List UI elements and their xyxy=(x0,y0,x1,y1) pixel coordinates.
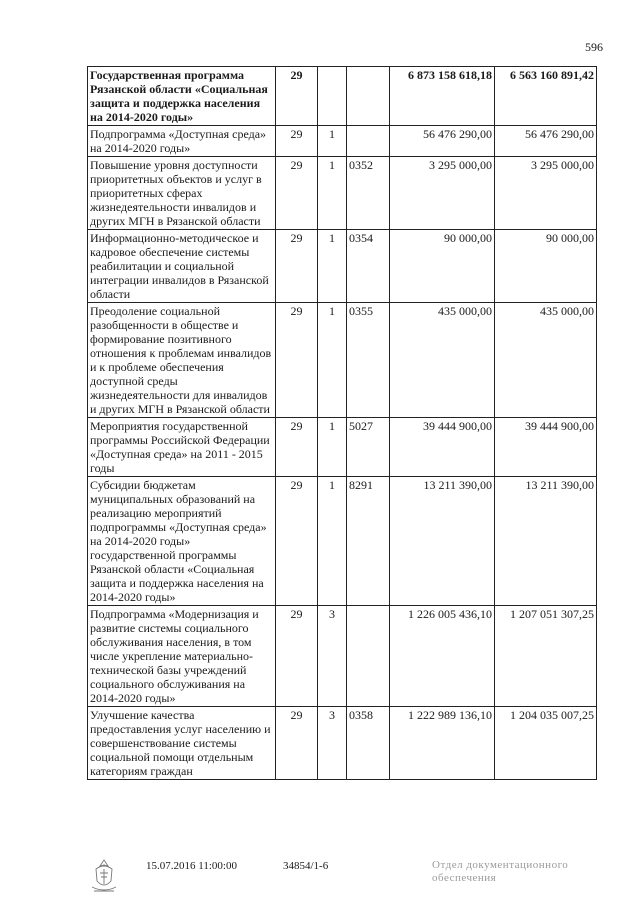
row-amount-2017-cell: 6 563 160 891,42 xyxy=(495,67,597,126)
row-target-cell: 0358 xyxy=(347,707,390,780)
table-row xyxy=(88,606,597,707)
row-code-cell: 29 xyxy=(276,418,318,477)
row-subprogram-cell: 1 xyxy=(318,477,347,606)
footer-doc-number: 34854/1-6 xyxy=(283,860,329,872)
row-subprogram-cell: 1 xyxy=(318,418,347,477)
row-name-cell: Повышение уровня доступности приоритетных объектов и услуг в приоритетных сферах жизнедеятельности инвалидов и других МГН в Рязанской области xyxy=(88,157,276,230)
row-amount-2016-cell: 1 226 005 436,10 xyxy=(390,606,495,707)
footer-department-stamp: Отдел документационного обеспечения xyxy=(432,859,569,884)
row-target-cell: 0352 xyxy=(347,157,390,230)
row-name-cell: Субсидии бюджетам муниципальных образований на реализацию мероприятий подпрограммы «Доступная среда» на 2014-2020 годы» государственной программы Рязанской области «Социальная защита и поддержка населения на 2014-2020 годы» xyxy=(88,477,276,606)
row-subprogram-cell: 3 xyxy=(318,707,347,780)
footer-datetime: 15.07.2016 11:00:00 xyxy=(146,860,237,872)
row-target-cell xyxy=(347,606,390,707)
table-row xyxy=(88,126,597,157)
row-code-cell: 29 xyxy=(276,230,318,303)
table-row xyxy=(88,303,597,418)
row-code-cell: 29 xyxy=(276,157,318,230)
row-amount-2016-cell: 90 000,00 xyxy=(390,230,495,303)
row-code-cell: 29 xyxy=(276,303,318,418)
row-subprogram-cell: 1 xyxy=(318,126,347,157)
row-amount-2017-cell: 13 211 390,00 xyxy=(495,477,597,606)
row-amount-2017-cell: 90 000,00 xyxy=(495,230,597,303)
row-name-cell: Государственная программа Рязанской области «Социальная защита и поддержка населения на 2014-2020 годы» xyxy=(88,67,276,126)
row-amount-2017-cell: 1 204 035 007,25 xyxy=(495,707,597,780)
row-target-cell: 8291 xyxy=(347,477,390,606)
row-amount-2016-cell: 3 295 000,00 xyxy=(390,157,495,230)
row-code-cell: 29 xyxy=(276,477,318,606)
row-amount-2017-cell: 3 295 000,00 xyxy=(495,157,597,230)
row-target-cell xyxy=(347,67,390,126)
page-number: 596 xyxy=(585,40,603,54)
row-subprogram-cell: 3 xyxy=(318,606,347,707)
row-code-cell: 29 xyxy=(276,67,318,126)
table-row xyxy=(88,157,597,230)
row-amount-2016-cell: 39 444 900,00 xyxy=(390,418,495,477)
table-row xyxy=(88,707,597,780)
row-amount-2016-cell: 13 211 390,00 xyxy=(390,477,495,606)
row-code-cell: 29 xyxy=(276,707,318,780)
row-name-cell: Улучшение качества предоставления услуг населению и совершенствование системы социальной помощи отдельным категориям граждан xyxy=(88,707,276,780)
row-subprogram-cell xyxy=(318,67,347,126)
row-amount-2017-cell: 56 476 290,00 xyxy=(495,126,597,157)
row-amount-2017-cell: 39 444 900,00 xyxy=(495,418,597,477)
row-name-cell: Преодоление социальной разобщенности в обществе и формирование позитивного отношения к проблемам инвалидов и к проблеме обеспечения доступной среды жизнедеятельности для инвалидов и других МГН в Рязанской области xyxy=(88,303,276,418)
row-amount-2016-cell: 56 476 290,00 xyxy=(390,126,495,157)
row-subprogram-cell: 1 xyxy=(318,157,347,230)
row-name-cell: Информационно-методическое и кадровое обеспечение системы реабилитации и социальной интеграции инвалидов в Рязанской области xyxy=(88,230,276,303)
row-code-cell: 29 xyxy=(276,606,318,707)
budget-table-body xyxy=(88,67,597,780)
row-name-cell: Подпрограмма «Модернизация и развитие системы социального обслуживания населения, в том числе укрепление материально-технической базы учреждений социального обслуживания на 2014-2020 годы» xyxy=(88,606,276,707)
row-target-cell xyxy=(347,126,390,157)
row-code-cell: 29 xyxy=(276,126,318,157)
table-row xyxy=(88,418,597,477)
budget-table xyxy=(87,66,597,780)
row-subprogram-cell: 1 xyxy=(318,230,347,303)
page-footer xyxy=(0,857,640,897)
row-name-cell: Подпрограмма «Доступная среда» на 2014-2020 годы» xyxy=(88,126,276,157)
row-amount-2017-cell: 435 000,00 xyxy=(495,303,597,418)
row-target-cell: 5027 xyxy=(347,418,390,477)
row-amount-2016-cell: 1 222 989 136,10 xyxy=(390,707,495,780)
coat-of-arms-seal xyxy=(86,857,122,895)
row-subprogram-cell: 1 xyxy=(318,303,347,418)
table-row xyxy=(88,230,597,303)
row-amount-2016-cell: 435 000,00 xyxy=(390,303,495,418)
row-target-cell: 0355 xyxy=(347,303,390,418)
row-amount-2016-cell: 6 873 158 618,18 xyxy=(390,67,495,126)
row-name-cell: Мероприятия государственной программы Российской Федерации «Доступная среда» на 2011 - 2015 годы xyxy=(88,418,276,477)
table-row xyxy=(88,477,597,606)
table-row xyxy=(88,67,597,126)
row-target-cell: 0354 xyxy=(347,230,390,303)
row-amount-2017-cell: 1 207 051 307,25 xyxy=(495,606,597,707)
